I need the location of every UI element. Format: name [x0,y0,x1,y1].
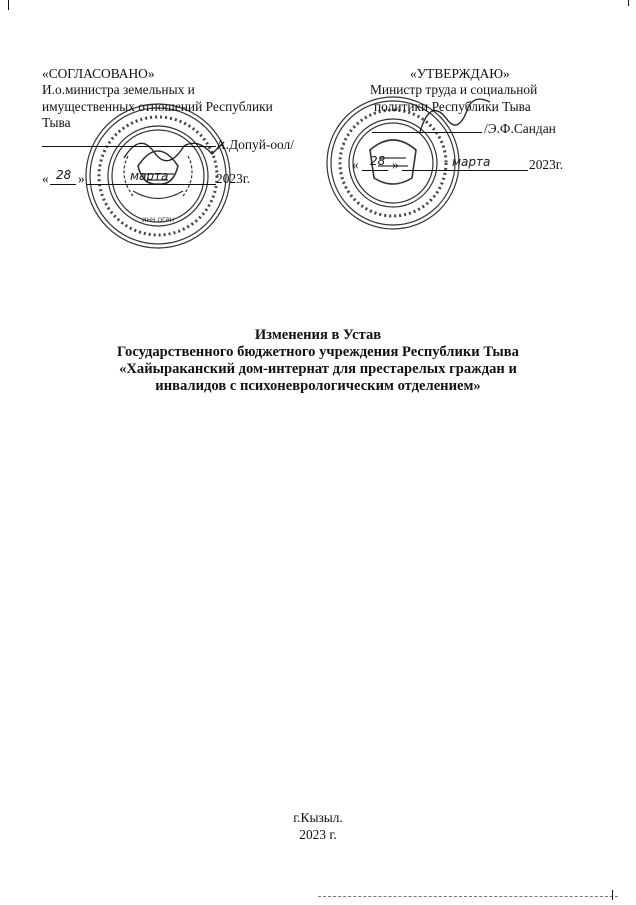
right-date-month-underline [402,170,528,171]
document-title-line1: Изменения в Устав [254,327,382,343]
approver-position-line2-right: политики Республики Тыва [374,99,531,114]
right-date-month: марта [452,155,491,169]
left-date-day: 28 [56,168,72,182]
document-title-line4: инвалидов с психоневрологическим отделением» [155,378,481,394]
right-date-day-underline [362,170,388,171]
left-date-year: 2023г. [216,171,251,186]
approval-heading-left: «СОГЛАСОВАНО» [42,66,155,81]
approval-heading-right: «УТВЕРЖДАЮ» [410,66,510,81]
right-date-open-quote: « [352,157,359,172]
document-title-line2: Государственного бюджетного учреждения Республики Тыва [117,344,519,360]
approver-position-line1: И.о.министра земельных и [42,82,195,97]
document-footer [0,809,636,843]
left-signature-underline [42,146,216,147]
svg-text:ИНН ОГРН: ИНН ОГРН [142,217,174,224]
left-date-day-underline [50,184,76,185]
approver-position-line2: имущественных отношений Республики [42,99,273,114]
scan-corner-mark [8,0,9,10]
approver-position-line3: Тыва [42,115,71,130]
left-date-month-underline [86,184,216,185]
right-signature-underline [372,132,482,133]
scan-corner-mark [612,890,613,900]
footer-city: г.Кызыл. [293,810,343,825]
right-signature-name: /Э.Ф.Сандан [484,121,556,136]
right-date-close-quote: » [392,157,399,172]
right-date-day: 28 [370,154,386,168]
left-signature-scribble [120,128,230,168]
scan-corner-mark [628,0,629,6]
left-date-open-quote: « [42,171,49,186]
right-date-year: 2023г. [529,157,564,172]
left-signature-name: А.Допуй-оол/ [216,137,294,152]
left-date-close-quote: » [78,171,85,186]
footer-year: 2023 г. [299,827,337,842]
document-title-line3: «Хайыраканский дом-интернат для престарелых граждан и [119,361,517,377]
document-title [0,327,636,395]
left-date-month: марта [130,169,169,183]
approver-position-line1-right: Министр труда и социальной [370,82,538,97]
scan-bottom-artifact [318,896,618,897]
